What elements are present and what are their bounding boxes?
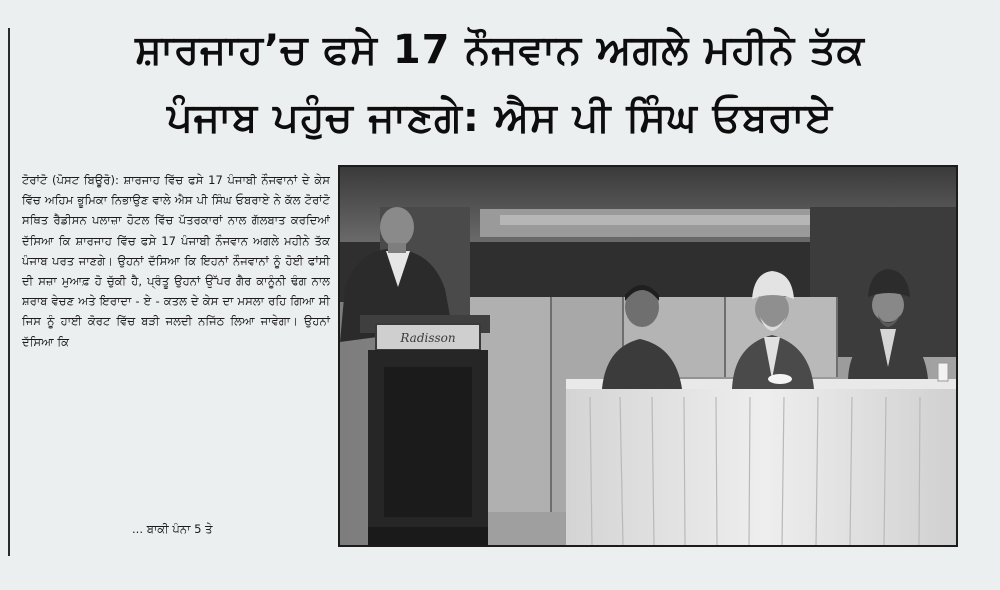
- headline-line-2: ਪੰਜਾਬ ਪਹੁੰਚ ਜਾਣਗੇ: ਐਸ ਪੀ ਸਿੰਘ ਓਬਰਾਏ: [166, 95, 834, 141]
- press-conference-photo: [340, 167, 956, 545]
- podium-base: [368, 527, 488, 545]
- podium-front-panel: [384, 367, 472, 517]
- headline-line-1: ਸ਼ਾਰਜਾਹ’ਚ ਫਸੇ 17 ਨੌਜਵਾਨ ਅਗਲੇ ਮਹੀਨੇ ਤੱਕ: [135, 27, 865, 73]
- panel-seam: [724, 297, 726, 377]
- podium-sign: Radisson: [400, 331, 456, 345]
- news-photo: [338, 165, 958, 547]
- panel-seam: [550, 297, 552, 537]
- column-rule: [8, 28, 10, 556]
- speaker-neck: [388, 243, 406, 253]
- continued-note: ... ਬਾਕੀ ਪੰਨਾ 5 ਤੇ: [132, 522, 213, 536]
- ceiling-light: [500, 215, 820, 225]
- article-body: ਟੋਰਾਂਟੋ (ਪੋਸਟ ਬਿਊਰੋ): ਸ਼ਾਰਜਾਹ ਵਿੱਚ ਫਸੇ 17 ਪੰਜਾਬੀ ਨੌਜਵਾਨਾਂ ਦੇ ਕੇਸ ਵਿੱਚ ਅਹਿਮ ਭੂਮਿਕਾ ਨਿਭਾਉਣ ਵਾਲੇ ਐਸ ਪੀ ਸਿੰਘ ਓਬਰਾਏ ਨੇ ਕੱਲ ਟੋਰਾਂਟੋ ਸਥਿਤ ਰੈਡੀਸਨ ਪਲਾਜ਼ਾ ਹੋਟਲ ਵਿੱਚ ਪੱਤਰਕਾਰਾਂ ਨਾਲ ਗੱਲਬਾਤ ਕਰਦਿਆਂ ਦੱਸਿਆ ਕਿ ਸ਼ਾਰਜਾਹ ਵਿੱਚ ਫਸੇ 17 ਪੰਜਾਬੀ ਨੌਜਵਾਨ ਅਗਲੇ ਮਹੀਨੇ ਤੱਕ ਪੰਜਾਬ ਪਰਤ ਜਾਣਗੇ। ਉਹਨਾਂ ਦੱਸਿਆ ਕਿ ਇਹਨਾਂ ਨੌਜਵਾਨਾਂ ਨੂੰ ਹੋਈ ਫਾਂਸੀ ਦੀ ਸਜ਼ਾ ਮੁਆਫ਼ ਹੋ ਚੁੱਕੀ ਹੈ, ਪ੍ਰੰਤੂ ਉਹਨਾਂ ਉੱਪਰ ਗੈਰ ਕਾਨੂੰਨੀ ਢੰਗ ਨਾਲ ਸ਼ਰਾਬ ਵੇਚਣ ਅਤੇ ਇਰਾਦਾ - ਏ - ਕਤਲ ਦੇ ਕੇਸ ਦਾ ਮਸਲਾ ਰਹਿ ਗਿਆ ਸੀ ਜਿਸ ਨੂੰ ਹਾਈ ਕੋਰਟ ਵਿੱਚ ਬੜੀ ਜਲਦੀ ਨਜਿੱਠ ਲਿਆ ਜਾਵੇਗਾ। ਉਹਨਾਂ ਦੱਸਿਆ ਕਿ: [22, 173, 330, 349]
- panel-seam: [836, 297, 838, 377]
- speaker-head: [380, 207, 414, 247]
- water-bottle: [938, 363, 948, 381]
- table-cloth: [566, 389, 956, 545]
- papers: [768, 374, 792, 384]
